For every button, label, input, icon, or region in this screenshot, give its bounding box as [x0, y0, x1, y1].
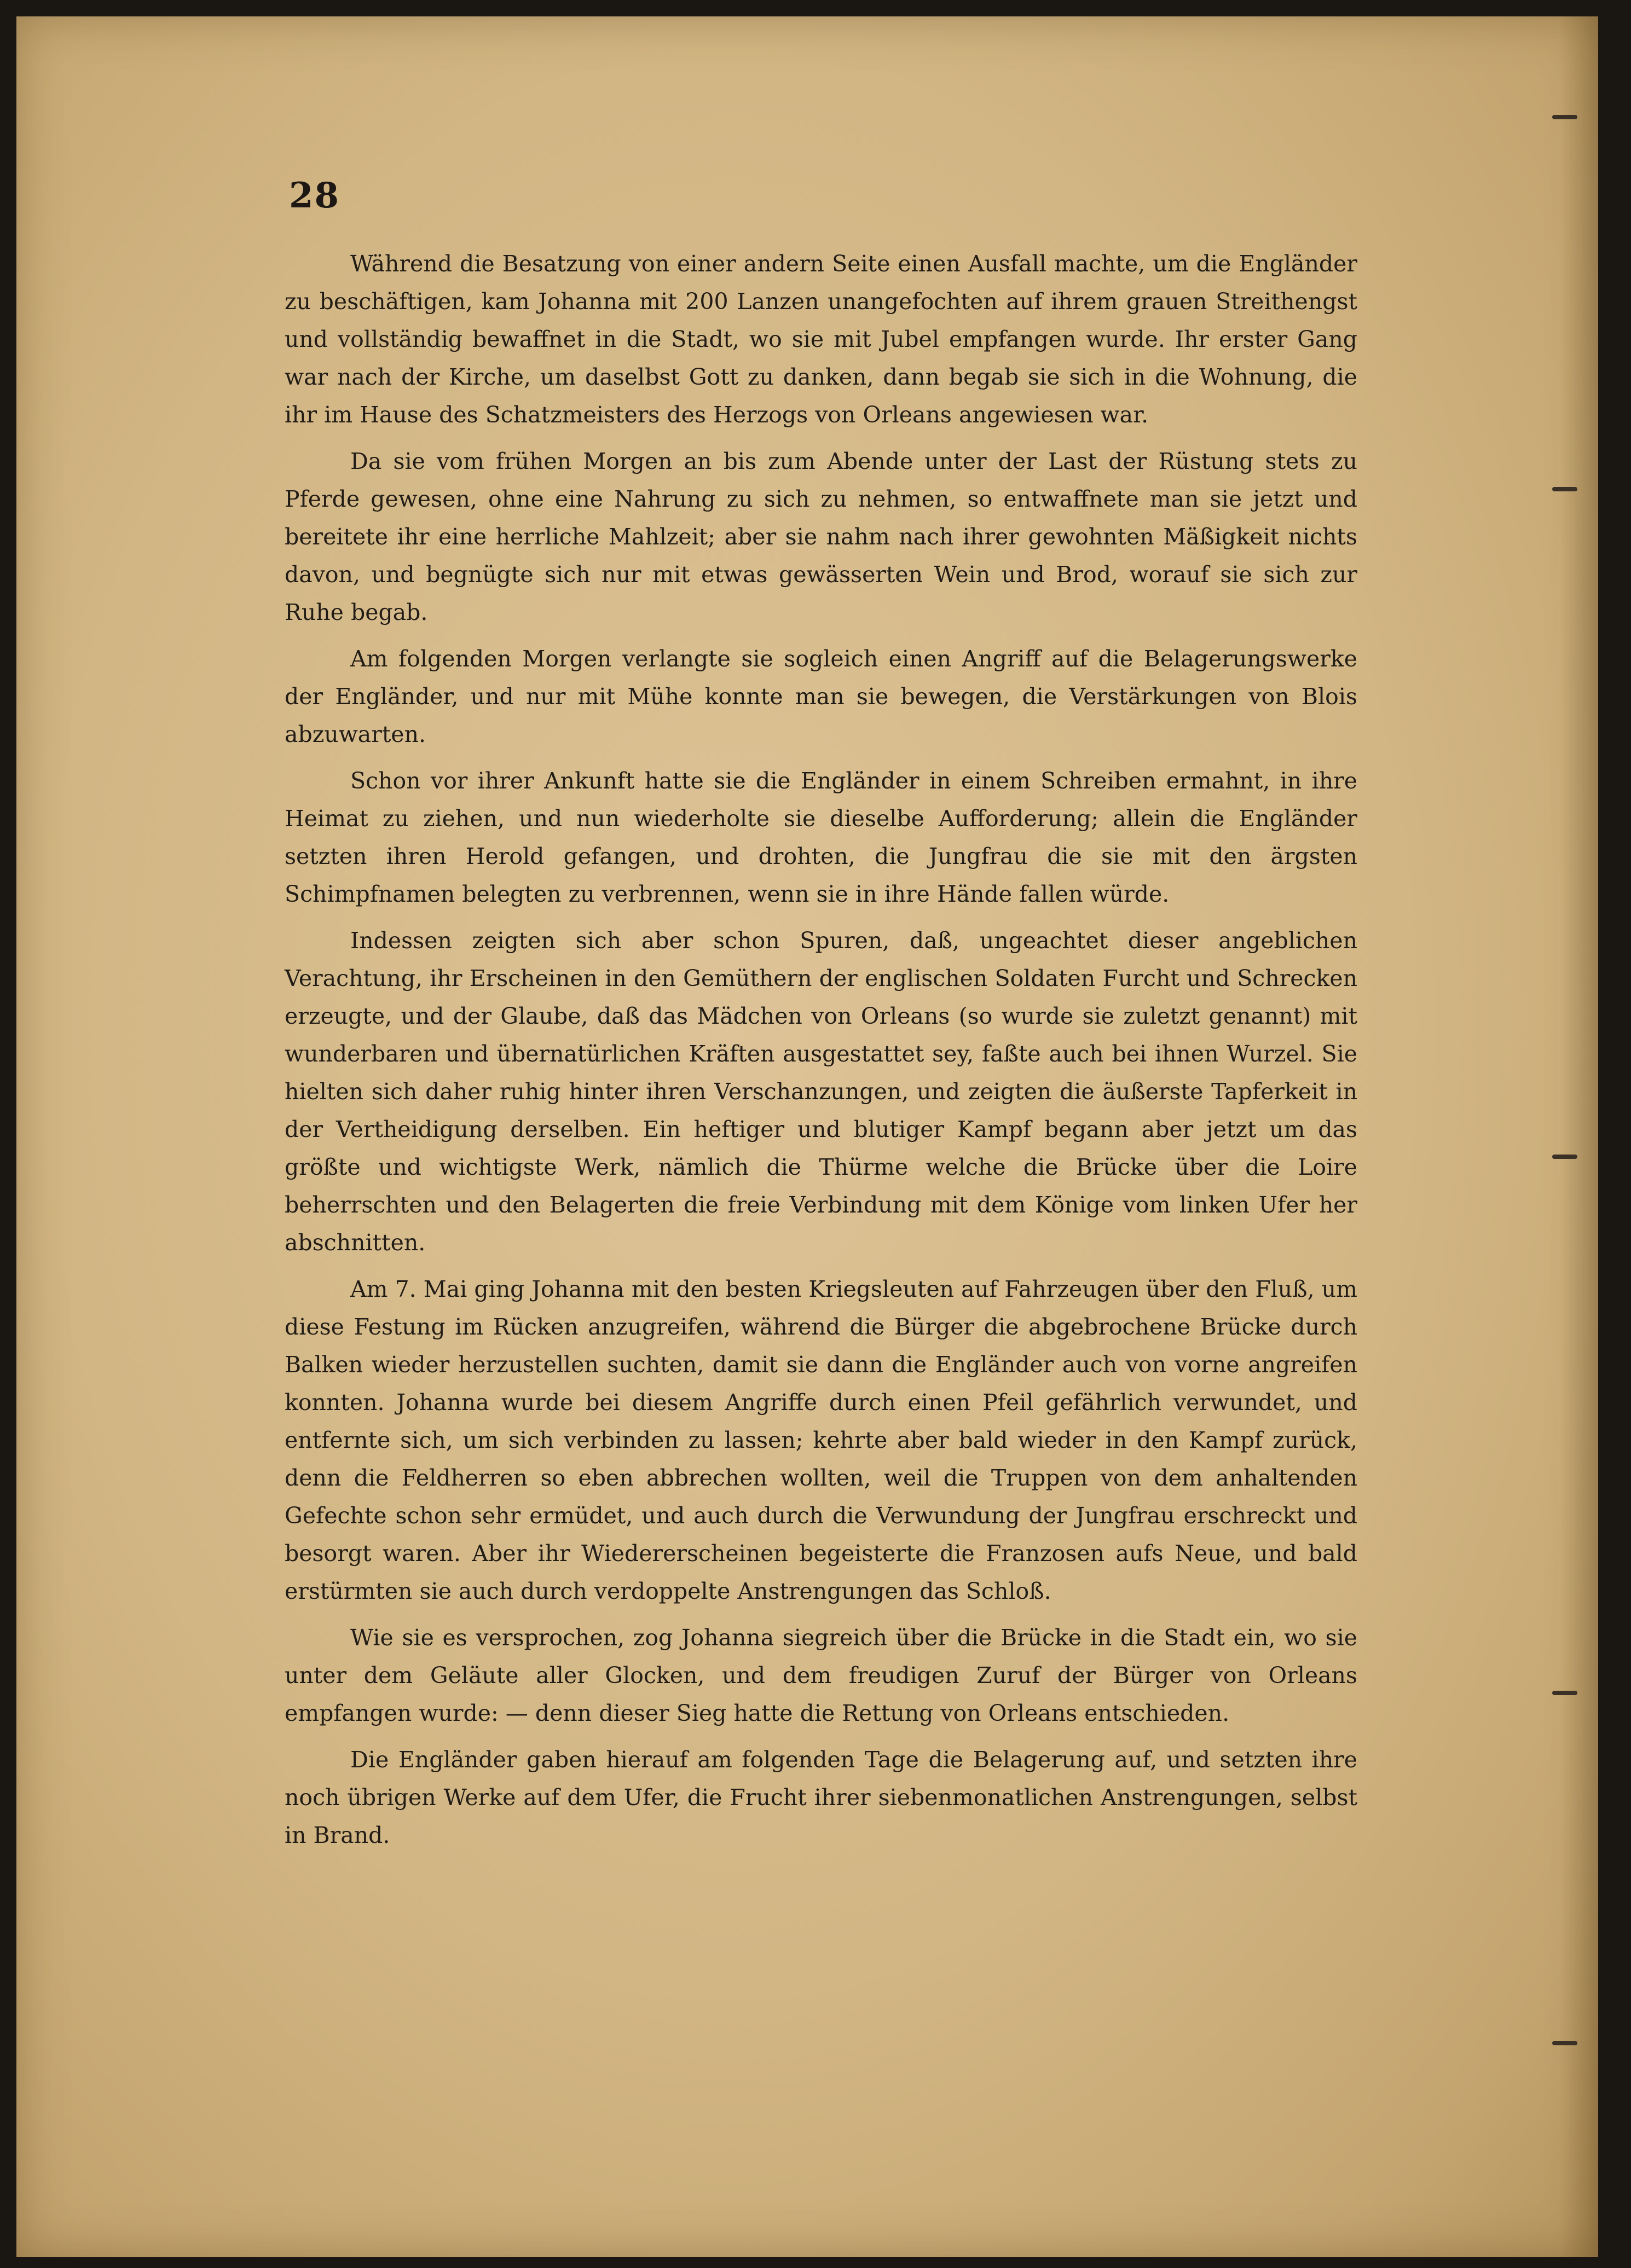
- paragraph-4: Schon vor ihrer Ankunft hatte sie die Engländer in einem Schreiben ermahnt, in ihre Heimat zu ziehen, und nun wiederholte sie dieselbe Aufforderung; allein die Engländer setzten ihren Herold gefangen, und drohten, die Jungfrau die sie mit den ärgsten Schimpfnamen belegten zu verbrennen, wenn sie in ihre Hände fallen würde.: [285, 768, 1357, 907]
- book-page: [16, 16, 1598, 2257]
- page-number: 28: [289, 175, 340, 216]
- paragraph-2: Da sie vom frühen Morgen an bis zum Abende unter der Last der Rüstung stets zu Pferde gewesen, ohne eine Nahrung zu sich zu nehmen, so entwaffnete man sie jetzt und bereitete ihr eine herrliche Mahlzeit; aber sie nahm nach ihrer gewohnten Mäßigkeit nichts davon, und begnügte sich nur mit etwas gewässerten Wein und Brod, worauf sie sich zur Ruhe begab.: [285, 448, 1357, 625]
- binding-mark: [1552, 115, 1577, 119]
- paragraph-7: Wie sie es versprochen, zog Johanna siegreich über die Brücke in die Stadt ein, wo sie unter dem Geläute aller Glocken, und dem freudigen Zuruf der Bürger von Orleans empfangen wurde: — denn dieser Sieg hatte die Rettung von Orleans entschieden.: [285, 1625, 1357, 1726]
- binding-mark: [1552, 1691, 1577, 1695]
- paragraph-6: Am 7. Mai ging Johanna mit den besten Kriegsleuten auf Fahrzeugen über den Fluß, um diese Festung im Rücken anzugreifen, während die Bürger die abgebrochene Brücke durch Balken wieder herzustellen suchten, damit sie dann die Engländer auch von vorne angreifen konnten. Johanna wurde bei diesem Angriffe durch einen Pfeil gefährlich verwundet, und entfernte sich, um sich verbinden zu lassen; kehrte aber bald wieder in den Kampf zurück, denn die Feldherren so eben abbrechen wollten, weil die Truppen von dem anhaltenden Gefechte schon sehr ermüdet, und auch durch die Verwundung der Jungfrau erschreckt und besorgt waren. Aber ihr Wiedererscheinen begeisterte die Franzosen aufs Neue, und bald erstürmten sie auch durch verdoppelte Anstrengungen das Schloß.: [285, 1276, 1357, 1604]
- page-edge-shadow: [1560, 16, 1598, 2257]
- paragraph-1: Während die Besatzung von einer andern Seite einen Ausfall machte, um die Engländer zu beschäftigen, kam Johanna mit 200 Lanzen unangefochten auf ihrem grauen Streithengst und vollständig bewaffnet in die Stadt, wo sie mit Jubel empfangen wurde. Ihr erster Gang war nach der Kirche, um daselbst Gott zu danken, dann begab sie sich in die Wohnung, die ihr im Hause des Schatzmeisters des Herzogs von Orleans angewiesen war.: [285, 251, 1357, 428]
- paragraph-8: Die Engländer gaben hierauf am folgenden Tage die Belagerung auf, und setzten ihre noch übrigen Werke auf dem Ufer, die Frucht ihrer siebenmonatlichen Anstrengungen, selbst in Brand.: [285, 1747, 1357, 1848]
- body-text: [285, 245, 1357, 1854]
- binding-mark: [1552, 487, 1577, 491]
- binding-mark: [1552, 2041, 1577, 2045]
- paragraph-3: Am folgenden Morgen verlangte sie sogleich einen Angriff auf die Belagerungswerke der Engländer, und nur mit Mühe konnte man sie bewegen, die Verstärkungen von Blois abzuwarten.: [285, 646, 1357, 747]
- paragraph-5: Indessen zeigten sich aber schon Spuren, daß, ungeachtet dieser angeblichen Verachtung, ihr Erscheinen in den Gemüthern der englischen Soldaten Furcht und Schrecken erzeugte, und der Glaube, daß das Mädchen von Orleans (so wurde sie zuletzt genannt) mit wunderbaren und übernatürlichen Kräften ausgestattet sey, faßte auch bei ihnen Wurzel. Sie hielten sich daher ruhig hinter ihren Verschanzungen, und zeigten die äußerste Tapferkeit in der Vertheidigung derselben. Ein heftiger und blutiger Kampf begann aber jetzt um das größte und wichtigste Werk, nämlich die Thürme welche die Brücke über die Loire beherrschten und den Belagerten die freie Verbindung mit dem Könige vom linken Ufer her abschnitten.: [285, 927, 1357, 1256]
- binding-mark: [1552, 1155, 1577, 1159]
